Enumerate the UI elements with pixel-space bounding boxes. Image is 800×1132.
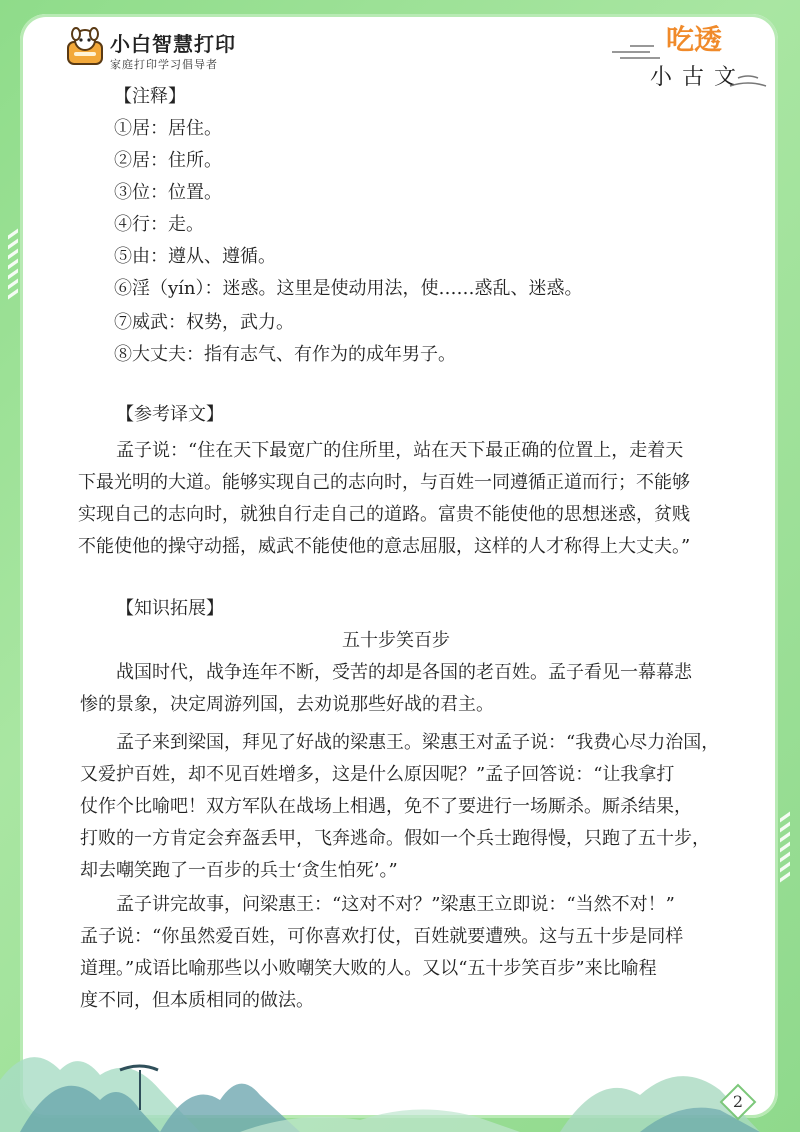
story-line: 惨的景象，决定周游列国，去劝说那些好战的君主。 bbox=[80, 694, 494, 715]
leaf-swirl-icon bbox=[728, 60, 768, 90]
stripe-decoration-right bbox=[780, 815, 790, 885]
story-line: 孟子讲完故事，问梁惠王：“这对不对？”梁惠王立即说：“当然不对！” bbox=[116, 894, 675, 915]
translation-line: 下最光明的大道。能够实现自己的志向时，与百姓一同遵循正道而行；不能够 bbox=[78, 472, 690, 493]
note-item: ④行：走。 bbox=[114, 214, 204, 235]
story-line: 孟子说：“你虽然爱百姓，可你喜欢打仗，百姓就要遭殃。这与五十步是同样 bbox=[80, 926, 684, 947]
story-line: 度不同，但本质相同的做法。 bbox=[80, 990, 314, 1011]
story-line: 又爱护百姓，却不见百姓增多，这是什么原因呢？”孟子回答说：“让我拿打 bbox=[80, 764, 675, 785]
translation-line: 不能使他的操守动摇，威武不能使他的意志屈服，这样的人才称得上大丈夫。” bbox=[78, 536, 691, 557]
note-item: ①居：居住。 bbox=[114, 118, 222, 139]
story-line: 仗作个比喻吧！双方军队在战场上相遇，免不了要进行一场厮杀。厮杀结果， bbox=[80, 796, 692, 817]
note-item: ⑤由：遵从、遵循。 bbox=[114, 246, 276, 267]
note-item: ⑧大丈夫：指有志气、有作为的成年男子。 bbox=[114, 344, 456, 365]
story-line: 战国时代，战争连年不断，受苦的却是各国的老百姓。孟子看见一幕幕悲 bbox=[116, 662, 692, 683]
note-item: ⑥淫（yín）：迷惑。这里是使动用法，使……惑乱、迷惑。 bbox=[114, 278, 583, 299]
mountain-landscape-decoration bbox=[0, 1000, 800, 1132]
page-number: 2 bbox=[732, 1092, 744, 1111]
translation-heading: 【参考译文】 bbox=[116, 404, 224, 425]
page-panel bbox=[20, 14, 778, 1118]
note-item: ⑦威武：权势，武力。 bbox=[114, 312, 294, 333]
notes-heading: 【注释】 bbox=[114, 86, 186, 107]
brand-title: 吃透 bbox=[666, 23, 723, 56]
note-item: ②居：住所。 bbox=[114, 150, 222, 171]
dog-logo-icon bbox=[66, 26, 104, 66]
note-item: ③位：位置。 bbox=[114, 182, 222, 203]
story-line: 打败的一方肯定会弃盔丢甲，飞奔逃命。假如一个兵士跑得慢，只跑了五十步， bbox=[80, 828, 710, 849]
story-line: 却去嘲笑跑了一百步的兵士‘贪生怕死’。” bbox=[80, 860, 398, 881]
translation-line: 实现自己的志向时，就独自行走自己的道路。富贵不能使他的思想迷惑，贫贱 bbox=[78, 504, 690, 525]
stripe-decoration-left bbox=[8, 232, 18, 302]
series-brand bbox=[610, 18, 770, 88]
story-line: 道理。”成语比喻那些以小败嘲笑大败的人。又以“五十步笑百步”来比喻程 bbox=[80, 958, 657, 979]
story-title: 五十步笑百步 bbox=[342, 630, 450, 651]
extension-heading: 【知识拓展】 bbox=[116, 598, 224, 619]
brand-logo bbox=[66, 22, 236, 74]
translation-line: 孟子说：“住在天下最宽广的住所里，站在天下最正确的位置上，走着天 bbox=[116, 440, 684, 461]
logo-title: 小白智慧打印 bbox=[110, 32, 236, 56]
story-line: 孟子来到梁国，拜见了好战的梁惠王。梁惠王对孟子说：“我费心尽力治国， bbox=[116, 732, 720, 753]
logo-subtitle: 家庭打印学习倡导者 bbox=[110, 58, 218, 71]
brand-subtitle: 小古文 bbox=[650, 65, 747, 90]
